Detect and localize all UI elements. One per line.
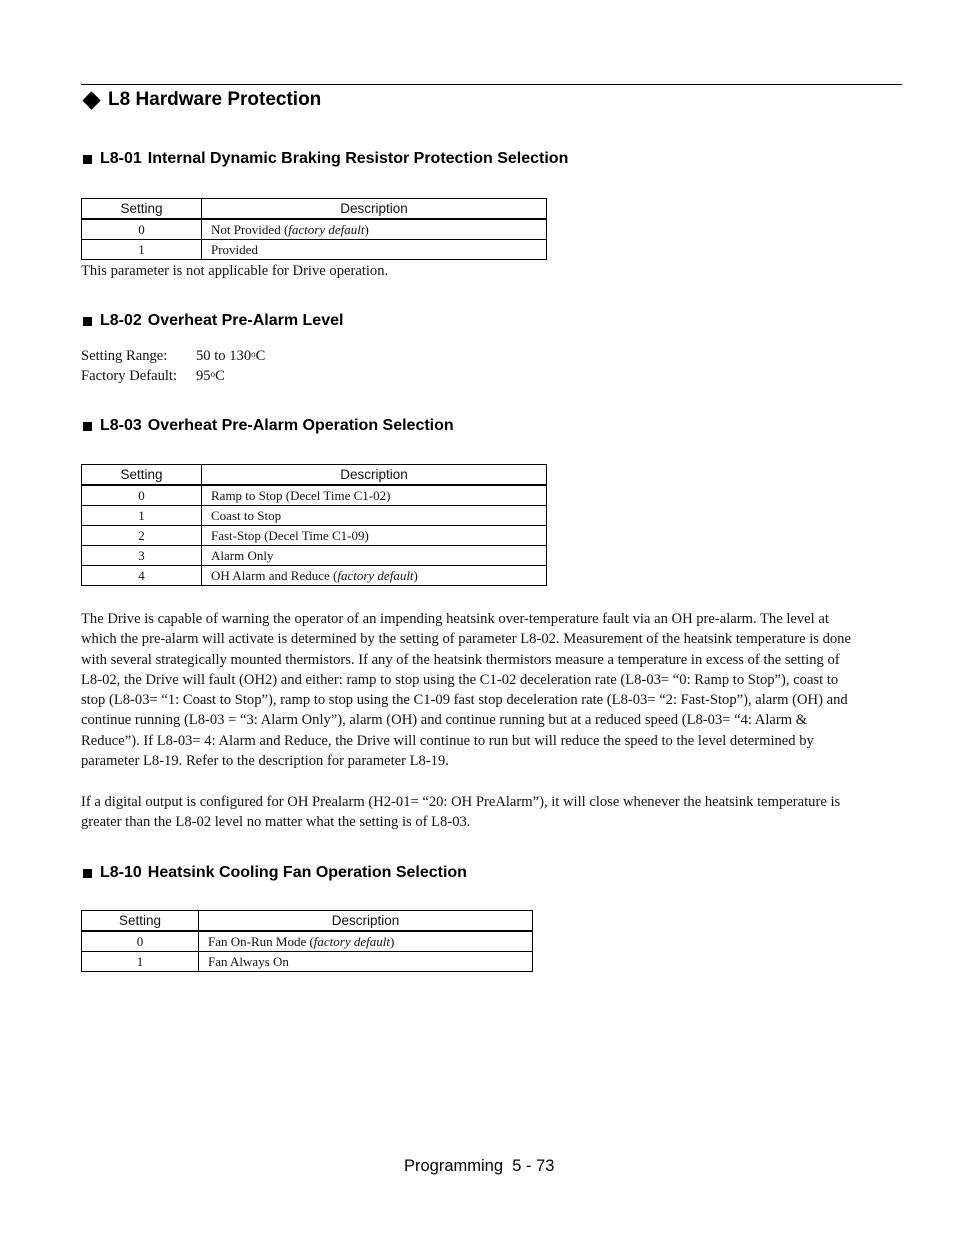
setting-cell: 0	[82, 485, 202, 506]
l8-03-paragraph-2	[81, 792, 903, 833]
diamond-bullet-icon	[82, 91, 100, 109]
table-row	[82, 506, 547, 526]
l8-10-title: Heatsink Cooling Fan Operation Selection	[147, 864, 467, 881]
paragraph-line: with several strategically mounted thermistors. If any of the heatsink thermistors measure a temperature in excess of the setting of	[81, 651, 840, 668]
setting-header: Setting	[82, 911, 199, 932]
paragraph-line: stop (L8-03= “1: Coast to Stop”), ramp to stop using the C1-09 fast stop deceleration rate (L8-03= “2: Fast-Stop”), alarm (OH) and	[81, 692, 848, 709]
paragraph-line: L8-02, the Drive will fault (OH2) and either: ramp to stop using the C1-02 deceleration rate (L8-03= “0: Ramp to Stop”), coast to	[81, 671, 839, 688]
setting-cell: 0	[82, 931, 199, 952]
paragraph-line: The Drive is capable of warning the operator of an impending heatsink over-temperature fault via an OH pre-alarm. The level at	[81, 611, 829, 627]
setting-cell: 4	[82, 566, 202, 586]
table-row	[82, 952, 533, 972]
square-bullet-icon	[83, 869, 92, 878]
l8-03-code: L8-03	[100, 417, 142, 434]
setting-range-label: Setting Range:	[81, 348, 168, 364]
paragraph-line: parameter L8-19. Refer to the description for parameter L8-19.	[81, 753, 449, 770]
setting-cell: 1	[82, 952, 199, 972]
description-header: Description	[199, 911, 533, 932]
table-header-row	[82, 199, 547, 220]
l8-10-heading	[81, 864, 467, 882]
table-row	[82, 566, 547, 586]
paragraph-line: continue running (L8-03 = “3: Alarm Only”), alarm (OH) and continue running but at a reduced speed (L8-03= “4: Alarm &	[81, 712, 808, 729]
factory-default-row	[81, 366, 265, 386]
l8-02-heading	[81, 312, 343, 330]
l8-02-title: Overheat Pre-Alarm Level	[147, 312, 344, 329]
factory-default-label: Factory Default:	[81, 368, 178, 385]
l8-01-title: Internal Dynamic Braking Resistor Protection Selection	[147, 150, 569, 167]
paragraph-line: If a digital output is configured for OH Prealarm (H2-01= “20: OH PreAlarm”), it will close whenever the heatsink temperature is	[81, 794, 841, 810]
square-bullet-icon	[83, 317, 92, 326]
square-bullet-icon	[83, 155, 92, 164]
table-header-row	[82, 465, 547, 486]
table-row	[82, 485, 547, 506]
setting-cell: 0	[82, 219, 202, 240]
square-bullet-icon	[83, 422, 92, 431]
setting-cell: 1	[82, 240, 202, 260]
description-cell: Fan On-Run Mode (factory default)	[199, 931, 533, 952]
description-cell: Not Provided (factory default)	[202, 219, 547, 240]
l8-01-heading	[81, 150, 568, 168]
l8-01-table	[81, 198, 547, 260]
l8-10-code: L8-10	[100, 864, 142, 881]
table-row	[82, 526, 547, 546]
paragraph-line: which the pre-alarm will activate is determined by the setting of parameter L8-02. Measurement of the heatsink temperature is done	[81, 631, 851, 648]
table-row	[82, 240, 547, 260]
description-cell: Fast-Stop (Decel Time C1-09)	[202, 526, 547, 546]
l8-03-heading	[81, 417, 454, 435]
table-header-row	[82, 911, 533, 932]
setting-header: Setting	[82, 465, 202, 486]
description-cell: Alarm Only	[202, 546, 547, 566]
setting-cell: 2	[82, 526, 202, 546]
l8-10-table	[81, 910, 533, 972]
description-cell: Ramp to Stop (Decel Time C1-02)	[202, 485, 547, 506]
setting-cell: 1	[82, 506, 202, 526]
table-row	[82, 546, 547, 566]
paragraph-line: greater than the L8-02 level no matter what the setting is of L8-03.	[81, 814, 471, 831]
setting-range-value: 50 to 130$^o$C	[196, 348, 266, 364]
l8-03-title: Overheat Pre-Alarm Operation Selection	[147, 417, 454, 434]
setting-range-row	[81, 346, 265, 366]
setting-header: Setting	[82, 199, 202, 220]
description-header: Description	[202, 199, 547, 220]
l8-01-note: This parameter is not applicable for Drive operation.	[81, 263, 389, 279]
description-cell: Coast to Stop	[202, 506, 547, 526]
description-cell: Fan Always On	[199, 952, 533, 972]
table-row	[82, 931, 533, 952]
table-row	[82, 219, 547, 240]
factory-default-value: 95$^o$C	[196, 368, 225, 385]
paragraph-line: Reduce”). If L8-03= 4: Alarm and Reduce, the Drive will continue to run but will reduce the speed to the level determined by	[81, 732, 814, 749]
section-heading	[81, 89, 321, 111]
l8-03-table	[81, 464, 547, 586]
page-footer: Programming 5 - 73	[404, 1157, 555, 1175]
description-cell: Provided	[202, 240, 547, 260]
top-rule	[81, 84, 902, 85]
description-cell: OH Alarm and Reduce (factory default)	[202, 566, 547, 586]
l8-02-code: L8-02	[100, 312, 142, 329]
description-header: Description	[202, 465, 547, 486]
l8-02-spec	[81, 346, 265, 387]
l8-01-code: L8-01	[100, 150, 142, 167]
l8-03-paragraph-1	[81, 609, 903, 771]
setting-cell: 3	[82, 546, 202, 566]
section-title: L8 Hardware Protection	[108, 89, 322, 110]
